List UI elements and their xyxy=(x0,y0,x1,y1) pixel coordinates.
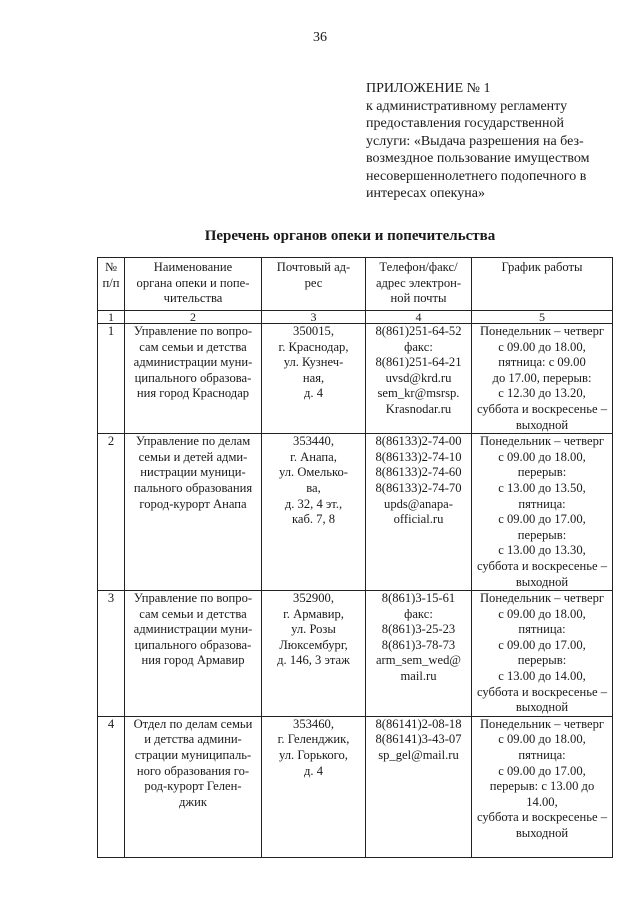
row-number: 1 xyxy=(98,324,125,434)
cell-line: пятница: с 09.00 xyxy=(498,355,586,370)
cell-line: Люксембург, xyxy=(279,637,348,652)
cell-line: с 13.00 до 14.00, xyxy=(498,669,586,684)
column-number: 4 xyxy=(366,311,472,324)
table-row xyxy=(98,324,613,434)
cell-line: факс: xyxy=(404,339,433,354)
postal-address xyxy=(262,434,366,591)
cell-line: ного образования го- xyxy=(136,763,250,778)
cell-line: 14.00, xyxy=(526,794,558,809)
cell-line: д. 4 xyxy=(303,763,323,778)
contacts xyxy=(366,324,472,434)
cell-line: ния город Армавир xyxy=(141,653,245,668)
appendix-line: предоставления государственной xyxy=(366,116,565,131)
authority-name xyxy=(125,716,262,857)
appendix-block xyxy=(366,80,626,203)
cell-line: с 09.00 до 17.00, xyxy=(498,637,586,652)
cell-line: ная, xyxy=(302,370,325,385)
column-number: 5 xyxy=(472,311,613,324)
cell-line: г. Геленджик, xyxy=(277,732,350,747)
cell-line: 8(861)3-25-23 xyxy=(381,622,456,637)
header-schedule xyxy=(472,258,613,311)
guardianship-authorities-table xyxy=(97,257,613,858)
cell-line: upds@anapa- xyxy=(384,496,453,511)
authority-name xyxy=(125,434,262,591)
cell-line: arm_sem_wed@ xyxy=(375,653,462,668)
column-number: 1 xyxy=(98,311,125,324)
table-row xyxy=(98,434,613,591)
cell-line: mail.ru xyxy=(400,669,437,684)
cell-line: суббота и воскресенье – xyxy=(476,684,607,699)
cell-line: official.ru xyxy=(393,512,444,527)
cell-line: факс: xyxy=(404,606,433,621)
cell-line: пального образования xyxy=(133,480,253,495)
cell-line: ва, xyxy=(306,480,321,495)
cell-line: суббота и воскресенье – xyxy=(476,401,607,416)
cell-line: пятница: xyxy=(518,748,566,763)
cell-line: с 09.00 до 17.00, xyxy=(498,512,586,527)
row-number: 2 xyxy=(98,434,125,591)
header-line: рес xyxy=(304,275,323,290)
cell-line: род-курорт Гелен- xyxy=(144,779,242,794)
cell-line: ул. Розы xyxy=(291,622,336,637)
cell-line: с 13.00 до 13.30, xyxy=(498,543,586,558)
document-title: Перечень органов опеки и попечительства xyxy=(204,228,496,244)
header-line: чительства xyxy=(163,291,223,306)
cell-line: ципального образова- xyxy=(134,370,252,385)
authority-name xyxy=(125,591,262,717)
cell-line: с 09.00 до 18.00, xyxy=(498,449,586,464)
column-number: 2 xyxy=(125,311,262,324)
appendix-line: услуги: «Выдача разрешения на без- xyxy=(366,133,584,149)
cell-line: Управление по вопро- xyxy=(133,324,253,338)
header-line: ной почты xyxy=(390,291,447,306)
cell-line: выходной xyxy=(515,826,569,840)
cell-line: Понедельник – четверг xyxy=(479,716,605,731)
cell-line: д. 4 xyxy=(303,386,323,401)
row-number: 4 xyxy=(98,716,125,857)
authority-name xyxy=(125,324,262,434)
cell-line: 8(86133)2-74-70 xyxy=(375,480,462,495)
cell-line: г. Краснодар, xyxy=(278,339,349,354)
cell-line: до 17.00, перерыв: xyxy=(492,370,592,385)
header-line: органа опеки и попе- xyxy=(136,275,250,290)
cell-line: ул. Омелько- xyxy=(279,465,348,480)
cell-line: администрации муни- xyxy=(133,622,253,637)
contacts xyxy=(366,716,472,857)
cell-line: 8(861)3-78-73 xyxy=(381,637,456,652)
cell-line: с 09.00 до 17.00, xyxy=(498,763,586,778)
cell-line: с 09.00 до 18.00, xyxy=(498,732,586,747)
cell-line: город-курорт Анапа xyxy=(139,496,247,511)
postal-address xyxy=(262,591,366,717)
cell-line: 8(86133)2-74-00 xyxy=(375,434,462,449)
header-line: Наименование xyxy=(153,260,233,274)
cell-line: г. Армавир, xyxy=(283,606,344,621)
cell-line: Понедельник – четверг xyxy=(479,434,605,449)
appendix-line: интересах опекуна» xyxy=(366,186,485,201)
appendix-line: ПРИЛОЖЕНИЕ № 1 xyxy=(366,81,491,96)
appendix-line: несовершеннолетнего подопечного в xyxy=(366,168,587,184)
cell-line: 8(861)251-64-52 xyxy=(375,324,462,338)
postal-address xyxy=(262,324,366,434)
cell-line: каб. 7, 8 xyxy=(291,512,336,527)
cell-line: с 12.30 до 13.20, xyxy=(498,386,586,401)
cell-line: sp_gel@mail.ru xyxy=(378,748,459,763)
cell-line: д. 146, 3 этаж xyxy=(277,653,350,668)
cell-line: выходной xyxy=(515,574,569,589)
postal-address xyxy=(262,716,366,857)
header-line: № xyxy=(104,260,118,274)
header-line: Почтовый ад- xyxy=(276,260,351,274)
header-contacts xyxy=(366,258,472,311)
cell-line: 8(86141)3-43-07 xyxy=(375,732,462,747)
work-schedule xyxy=(472,324,613,434)
cell-line: uvsd@krd.ru xyxy=(385,370,452,385)
cell-line: администрации муни- xyxy=(133,355,253,370)
cell-line: 8(86133)2-74-60 xyxy=(375,465,462,480)
cell-line: Управление по делам xyxy=(135,434,251,449)
cell-line: перерыв: xyxy=(517,465,567,480)
cell-line: с 09.00 до 18.00, xyxy=(498,339,586,354)
appendix-line: возмездное пользование имуществом xyxy=(366,151,590,166)
cell-line: ул. Горького, xyxy=(279,748,348,763)
cell-line: суббота и воскресенье – xyxy=(476,558,607,573)
contacts xyxy=(366,591,472,717)
cell-line: джик xyxy=(179,794,207,809)
cell-line: sem_kr@msrsp. xyxy=(377,386,460,401)
work-schedule xyxy=(472,591,613,717)
row-number: 3 xyxy=(98,591,125,717)
cell-line: 8(861)251-64-21 xyxy=(375,355,462,370)
header-address xyxy=(262,258,366,311)
cell-line: д. 32, 4 эт., xyxy=(284,496,343,511)
cell-line: семьи и детей адми- xyxy=(138,449,248,464)
page-number: 36 xyxy=(313,30,327,45)
cell-line: пятница: xyxy=(518,622,566,637)
cell-line: и детства админи- xyxy=(144,732,242,747)
cell-line: страции муниципаль- xyxy=(134,748,252,763)
work-schedule xyxy=(472,434,613,591)
cell-line: сам семьи и детства xyxy=(139,606,247,621)
table-header-row xyxy=(98,258,613,311)
header-line: адрес электрон- xyxy=(375,275,462,290)
cell-line: с 09.00 до 18.00, xyxy=(498,606,586,621)
cell-line: 353460, xyxy=(293,716,334,731)
cell-line: с 13.00 до 13.50, xyxy=(498,480,586,495)
cell-line: пятница: xyxy=(518,496,566,511)
cell-line: перерыв: xyxy=(517,653,567,668)
cell-line: 350015, xyxy=(293,324,334,338)
cell-line: Понедельник – четверг xyxy=(479,324,605,338)
cell-line: перерыв: xyxy=(517,527,567,542)
header-line: Телефон/факс/ xyxy=(379,260,458,274)
contacts xyxy=(366,434,472,591)
header-line: График работы xyxy=(501,260,583,274)
cell-line: сам семьи и детства xyxy=(139,339,247,354)
cell-line: ул. Кузнеч- xyxy=(283,355,344,370)
cell-line: перерыв: с 13.00 до xyxy=(489,779,595,794)
table-row xyxy=(98,591,613,717)
cell-line: выходной xyxy=(515,700,569,715)
cell-line: выходной xyxy=(515,417,569,432)
cell-line: 8(86141)2-08-18 xyxy=(375,716,462,731)
cell-line: Понедельник – четверг xyxy=(479,591,605,606)
cell-line: Отдел по делам семьи xyxy=(133,716,253,731)
cell-line: 8(861)3-15-61 xyxy=(381,591,456,606)
cell-line: нистрации муници- xyxy=(140,465,246,480)
header-line: п/п xyxy=(102,275,120,290)
cell-line: 352900, xyxy=(293,591,334,606)
column-number-row xyxy=(98,311,613,324)
cell-line: ципального образова- xyxy=(134,637,252,652)
appendix-line: к административному регламенту xyxy=(366,98,568,114)
column-number: 3 xyxy=(262,311,366,324)
cell-line: 353440, xyxy=(293,434,334,449)
cell-line: ния город Краснодар xyxy=(136,386,250,401)
cell-line: Управление по вопро- xyxy=(133,591,253,606)
cell-line: г. Анапа, xyxy=(290,449,337,464)
cell-line: 8(86133)2-74-10 xyxy=(375,449,462,464)
header-name xyxy=(125,258,262,311)
work-schedule xyxy=(472,716,613,857)
table-row xyxy=(98,716,613,857)
cell-line: Krasnodar.ru xyxy=(385,401,452,416)
cell-line: суббота и воскресенье – xyxy=(476,810,607,825)
header-number xyxy=(98,258,125,311)
